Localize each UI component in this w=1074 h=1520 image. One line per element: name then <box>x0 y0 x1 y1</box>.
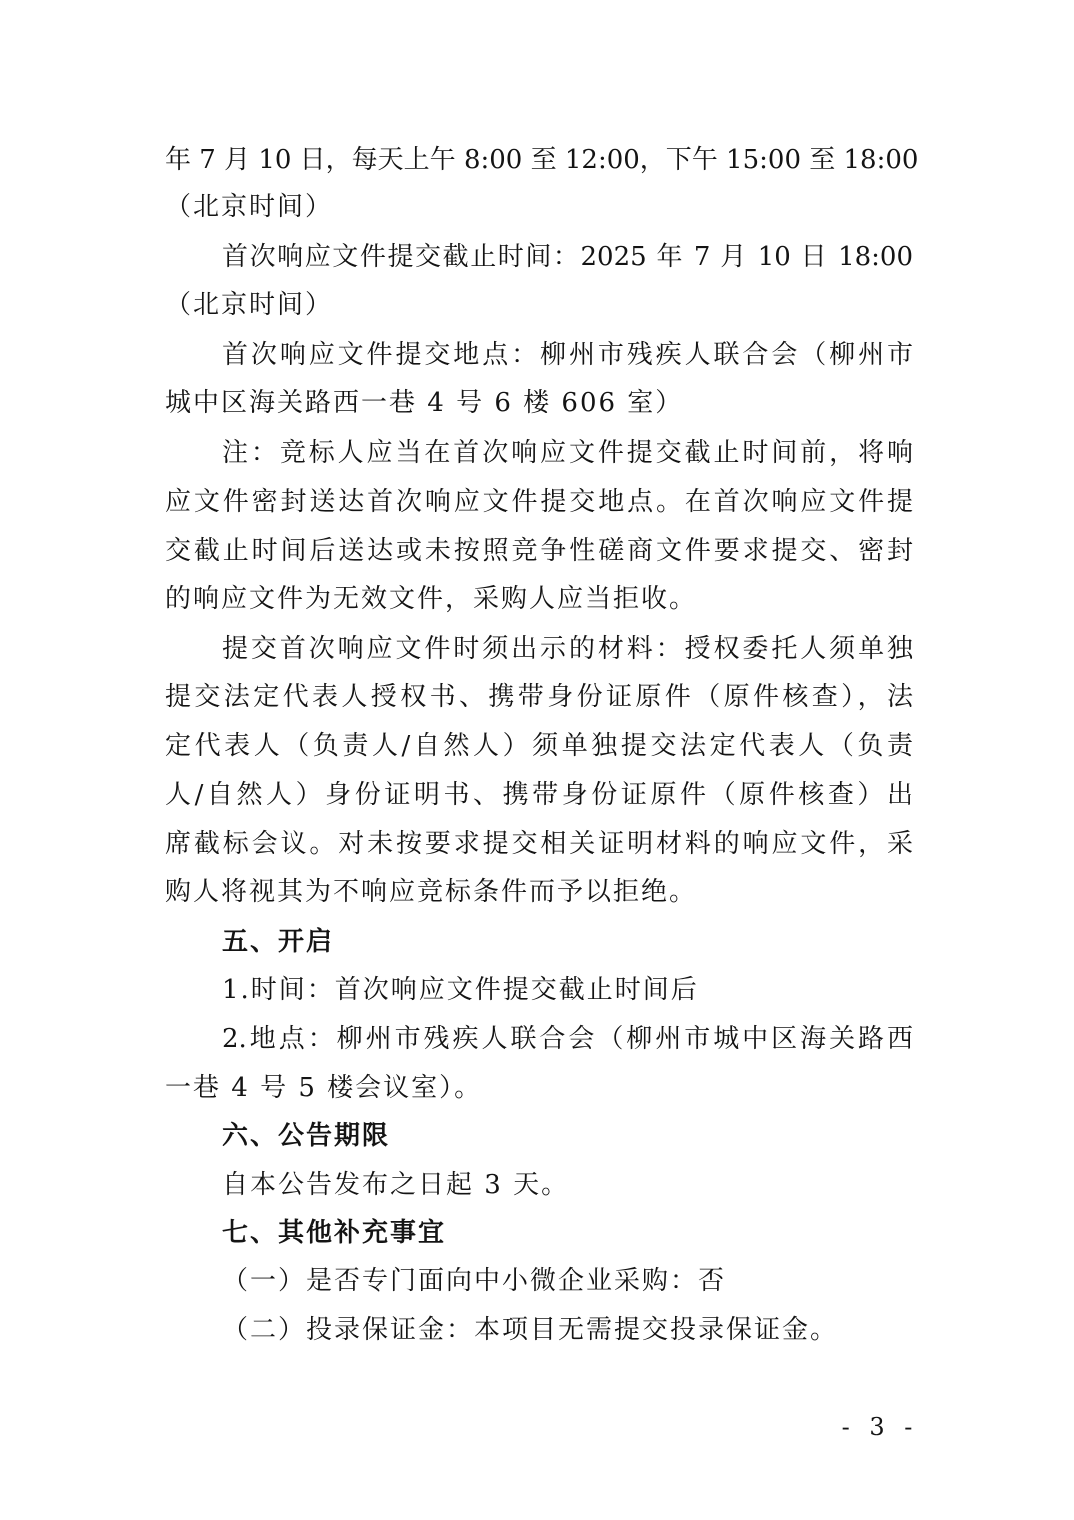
text-line: 年 7 月 10 日，每天上午 8:00 至 12:00，下午 15:00 至 18:00 <box>165 145 919 175</box>
section-heading: 七、其他补充事宜 <box>222 1218 447 1248</box>
section-heading: 六、公告期限 <box>222 1121 391 1151</box>
text-line: 注：竞标人应当在首次响应文件提交截止时间前，将响 <box>222 438 913 468</box>
text-line: 交截止时间后送达或未按照竞争性磋商文件要求提交、密封 <box>165 536 913 566</box>
text-line: （北京时间） <box>165 290 334 320</box>
text-line: 2.地点：柳州市残疾人联合会（柳州市城中区海关路西 <box>222 1024 913 1054</box>
text-line: （北京时间） <box>165 192 334 222</box>
text-line: 提交法定代表人授权书、携带身份证原件（原件核查），法 <box>165 682 913 712</box>
text-line: 1.时间：首次响应文件提交截止时间后 <box>222 975 699 1005</box>
text-line: 一巷 4 号 5 楼会议室）。 <box>165 1073 483 1103</box>
text-line: （一）是否专门面向中小微企业采购：否 <box>222 1266 727 1296</box>
page-number: - 3 - <box>841 1413 919 1441</box>
text-line: 购人将视其为不响应竞标条件而予以拒绝。 <box>165 877 698 907</box>
text-line: 城中区海关路西一巷 4 号 6 楼 606 室） <box>165 388 684 418</box>
text-line: 首次响应文件提交地点：柳州市残疾人联合会（柳州市 <box>222 340 913 370</box>
section-heading: 五、开启 <box>222 927 335 957</box>
text-line: 自本公告发布之日起 3 天。 <box>222 1170 570 1200</box>
text-line: 应文件密封送达首次响应文件提交地点。在首次响应文件提 <box>165 487 913 517</box>
text-line: 席截标会议。对未按要求提交相关证明材料的响应文件，采 <box>165 829 913 859</box>
text-line: （二）投录保证金：本项目无需提交投录保证金。 <box>222 1315 839 1345</box>
text-line: 首次响应文件提交截止时间：2025 年 7 月 10 日 18:00 <box>222 242 913 272</box>
text-line: 的响应文件为无效文件，采购人应当拒收。 <box>165 584 698 614</box>
text-line: 定代表人（负责人/自然人）须单独提交法定代表人（负责 <box>165 731 913 761</box>
text-line: 人/自然人）身份证明书、携带身份证原件（原件核查）出 <box>165 780 913 810</box>
text-line: 提交首次响应文件时须出示的材料：授权委托人须单独 <box>222 634 913 664</box>
